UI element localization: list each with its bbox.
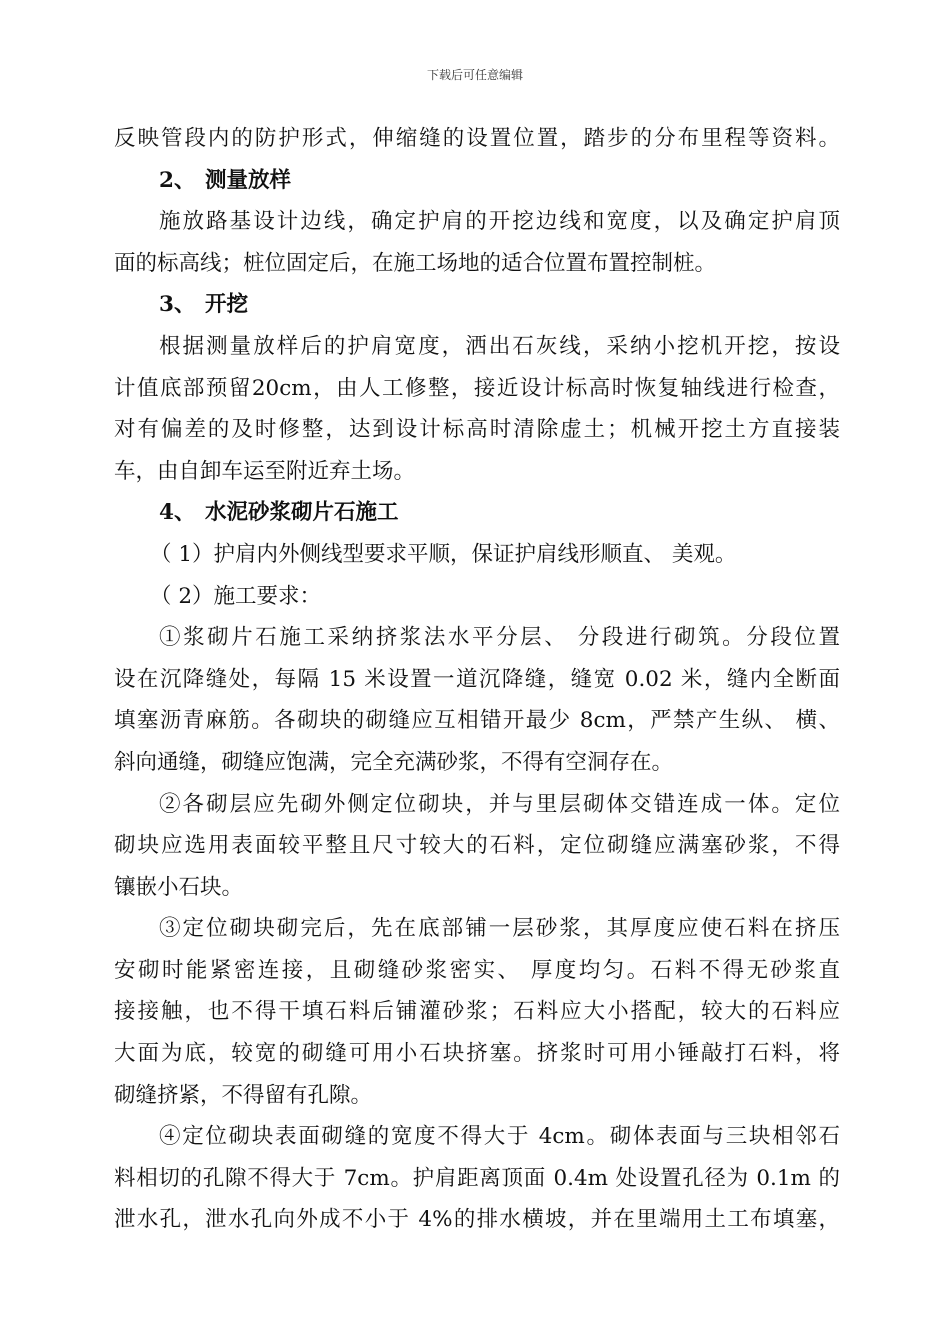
paragraph-line: 根据测量放样后的护肩宽度，洒出石灰线，采纳小挖机开挖，按设: [159, 333, 840, 359]
section-number: 4、: [159, 500, 196, 526]
paragraph-line: 泄水孔，泄水孔向外成不小于 4%的排水横坡，并在里端用土工布填塞，: [114, 1207, 840, 1233]
paragraph-line: ③定位砌块砌完后，先在底部铺一层砂浆，其厚度应使石料在挤压: [159, 916, 840, 942]
paragraph-line: 大面为底，较宽的砌缝可用小石块挤塞。挤浆时可用小锤敲打石料，将: [114, 1041, 840, 1067]
paragraph-line: 填塞沥青麻筋。各砌块的砌缝应互相错开最少 8cm，严禁产生纵、 横、: [114, 708, 840, 734]
document-body: [114, 118, 840, 1241]
paragraph-line: ④定位砌块表面砌缝的宽度不得大于 4cm。砌体表面与三块相邻石: [159, 1124, 840, 1150]
paragraph-line: 料相切的孔隙不得大于 7cm。护肩距离顶面 0.4m 处设置孔径为 0.1m 的: [114, 1165, 840, 1191]
paragraph-line: 面的标高线；桩位固定后，在施工场地的适合位置布置控制桩。: [114, 250, 717, 276]
paragraph-line: 砌块应选用表面较平整且尺寸较大的石料，定位砌缝应满塞砂浆，不得: [114, 833, 840, 859]
paragraph-line: 施放路基设计边线，确定护肩的开挖边线和宽度，以及确定护肩顶: [159, 209, 840, 235]
section-heading-3: [114, 284, 840, 326]
section-number: 3、: [159, 292, 196, 318]
section-title: 开挖: [205, 292, 249, 318]
paragraph-line: ①浆砌片石施工采纳挤浆法水平分层、 分段进行砌筑。分段位置: [159, 625, 840, 651]
paragraph-line: 安砌时能紧密连接，且砌缝砂浆密实、 厚度均匀。石料不得无砂浆直: [114, 957, 840, 983]
page-header: 下载后可任意编辑: [426, 68, 523, 82]
section-heading-2: [114, 160, 840, 202]
paragraph-line: 镶嵌小石块。: [114, 874, 244, 900]
paragraph-line: 对有偏差的及时修整，达到设计标高时清除虚土；机械开挖土方直接装: [114, 417, 840, 443]
section-number: 2、: [159, 167, 196, 193]
list-item: （ 2）施工要求：: [150, 583, 322, 609]
section-title: 测量放样: [205, 167, 292, 193]
list-item: （ 1）护肩内外侧线型要求平顺，保证护肩线形顺直、 美观。: [150, 541, 737, 567]
paragraph-line: 计值底部预留20cm，由人工修整，接近设计标高时恢复轴线进行检查，: [114, 375, 840, 401]
section-heading-4: [114, 492, 840, 534]
paragraph-line: 砌缝挤紧，不得留有孔隙。: [114, 1082, 373, 1108]
paragraph-line: 斜向通缝，砌缝应饱满，完全充满砂浆，不得有空洞存在。: [114, 749, 674, 775]
paragraph-line: 设在沉降缝处，每隔 15 米设置一道沉降缝，缝宽 0.02 米，缝内全断面: [114, 666, 840, 692]
paragraph-line: 车，由自卸车运至附近弃土场。: [114, 458, 416, 484]
paragraph-line: ②各砌层应先砌外侧定位砌块，并与里层砌体交错连成一体。定位: [159, 791, 840, 817]
section-title: 水泥砂浆砌片石施工: [205, 500, 399, 526]
paragraph-line: 反映管段内的防护形式，伸缩缝的设置位置，踏步的分布里程等资料。: [114, 126, 840, 151]
paragraph-line: 接接触，也不得干填石料后铺灌砂浆；石料应大小搭配，较大的石料应: [114, 999, 840, 1025]
